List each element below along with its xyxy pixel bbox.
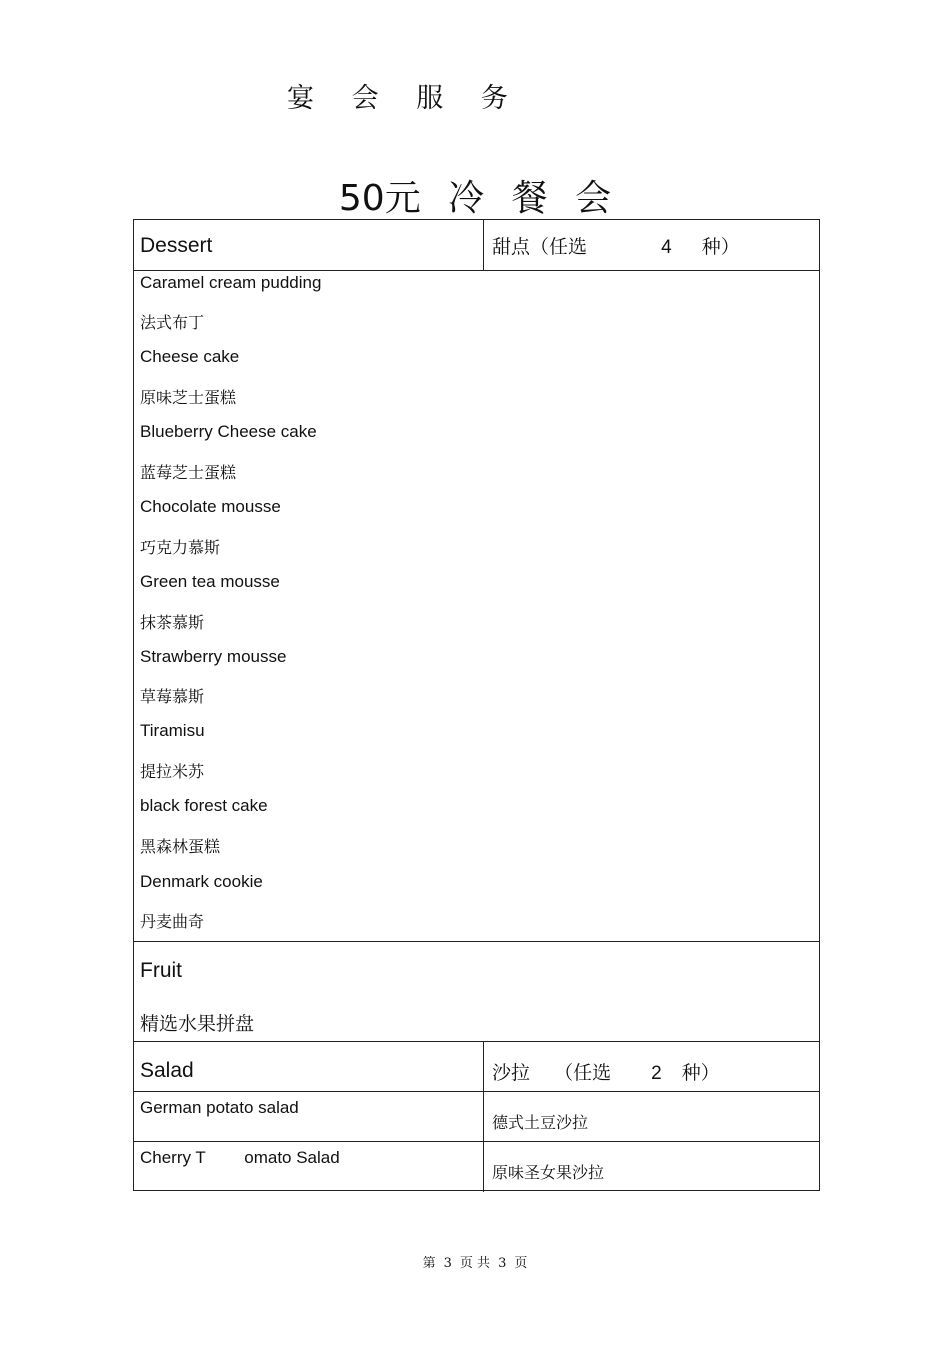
list-item: Blueberry Cheese cake bbox=[140, 422, 317, 441]
salad-item-en: German potato salad bbox=[140, 1098, 299, 1117]
salad-label-en: Salad bbox=[140, 1059, 194, 1082]
row-divider bbox=[134, 1141, 819, 1142]
row-divider bbox=[134, 1091, 819, 1092]
dessert-choose-text: 甜点（任选 bbox=[492, 236, 588, 258]
list-item: Cheese cake bbox=[140, 347, 240, 366]
dessert-label-zh bbox=[492, 232, 740, 259]
footer-page-number: 3 bbox=[443, 1256, 452, 1271]
salad-item-en bbox=[140, 1148, 340, 1168]
list-item: 巧克力慕斯 bbox=[140, 538, 221, 557]
row-divider bbox=[134, 941, 819, 942]
list-item: Green tea mousse bbox=[140, 572, 280, 591]
dessert-unit: 种） bbox=[701, 236, 740, 258]
title-char: 冷 bbox=[448, 178, 485, 219]
footer-middle: 页 共 bbox=[459, 1256, 491, 1271]
column-divider bbox=[483, 220, 484, 270]
salad-count: 2 bbox=[651, 1063, 662, 1084]
list-item: 原味芝士蛋糕 bbox=[140, 388, 237, 407]
list-item: 法式布丁 bbox=[140, 313, 205, 332]
header-char: 务 bbox=[480, 83, 508, 114]
salad-item-en-part: Cherry T bbox=[140, 1148, 206, 1167]
list-item: Caramel cream pudding bbox=[140, 273, 322, 292]
page-footer bbox=[0, 1252, 950, 1271]
list-item: black forest cake bbox=[140, 796, 268, 815]
dessert-label-en: Dessert bbox=[140, 234, 213, 257]
title-price: 50元 bbox=[338, 178, 421, 219]
dessert-count: 4 bbox=[661, 237, 672, 258]
salad-choose-text: （任选 bbox=[554, 1062, 612, 1084]
section-title bbox=[287, 76, 537, 115]
title-char: 会 bbox=[575, 178, 612, 219]
salad-label-zh bbox=[492, 1058, 720, 1085]
list-item: 黑森林蛋糕 bbox=[140, 837, 221, 856]
list-item: Chocolate mousse bbox=[140, 497, 281, 516]
salad-title: 沙拉 bbox=[492, 1062, 531, 1084]
footer-total: 3 bbox=[498, 1256, 507, 1271]
column-divider bbox=[483, 1041, 484, 1192]
fruit-label-en: Fruit bbox=[140, 959, 182, 982]
footer-suffix: 页 bbox=[514, 1256, 528, 1271]
list-item: 草莓慕斯 bbox=[140, 687, 205, 706]
salad-item-zh: 原味圣女果沙拉 bbox=[492, 1163, 605, 1182]
header-char: 服 bbox=[416, 83, 444, 114]
salad-unit: 种） bbox=[681, 1062, 720, 1084]
row-divider bbox=[134, 1041, 819, 1042]
page-title bbox=[0, 170, 950, 221]
row-divider bbox=[134, 270, 819, 271]
list-item: Denmark cookie bbox=[140, 872, 263, 891]
header-char: 会 bbox=[351, 83, 379, 114]
menu-table bbox=[133, 219, 820, 1191]
list-item: 抹茶慕斯 bbox=[140, 613, 205, 632]
list-item: 提拉米苏 bbox=[140, 762, 205, 781]
list-item: Tiramisu bbox=[140, 721, 205, 740]
list-item: 蓝莓芝士蛋糕 bbox=[140, 463, 237, 482]
fruit-label-zh: 精选水果拼盘 bbox=[140, 1013, 255, 1035]
title-char: 餐 bbox=[511, 178, 548, 219]
header-char: 宴 bbox=[287, 83, 314, 114]
salad-item-zh: 德式土豆沙拉 bbox=[492, 1113, 589, 1132]
footer-prefix: 第 bbox=[422, 1256, 436, 1271]
salad-item-en-part: omato Salad bbox=[244, 1148, 340, 1167]
list-item: 丹麦曲奇 bbox=[140, 912, 205, 931]
list-item: Strawberry mousse bbox=[140, 647, 287, 666]
